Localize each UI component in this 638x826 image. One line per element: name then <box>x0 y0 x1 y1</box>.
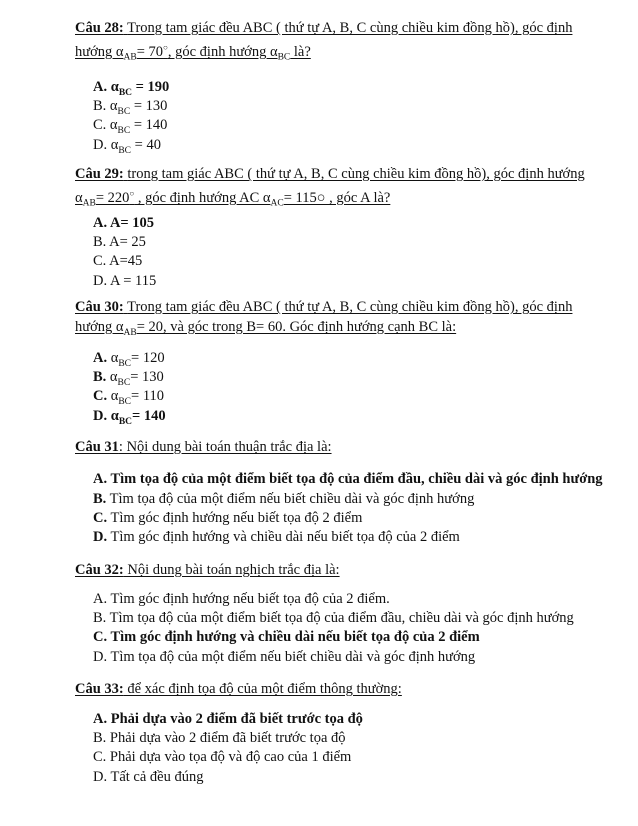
subscript: BC <box>118 358 132 369</box>
question-28-options <box>93 78 633 155</box>
question-32-options <box>93 590 633 667</box>
option-letter: B. <box>93 491 107 507</box>
option-a[interactable] <box>93 469 633 490</box>
option-letter: C. <box>93 629 108 646</box>
option-text: = 130 <box>130 369 164 386</box>
question-30-text: Trong tam giác đều ABC ( thứ tự A, B, C cùng chiều kim đồng hồ), góc định <box>127 299 573 315</box>
question-28-text: Trong tam giác đều ABC ( thứ tự A, B, C cùng chiều kim đồng hồ), góc định <box>127 20 573 36</box>
question-30-options <box>93 349 633 426</box>
option-letter: A. <box>93 79 108 95</box>
option-a[interactable] <box>93 349 633 368</box>
option-text: Tất cả đều đúng <box>110 768 204 785</box>
option-text: α <box>110 407 119 424</box>
option-text: = 140 <box>130 117 168 134</box>
subscript: BC <box>277 52 291 63</box>
option-text: α <box>110 388 119 405</box>
option-a[interactable] <box>93 214 633 233</box>
question-30-stem-line1 <box>75 297 615 317</box>
stem-text: , góc định hướng AC α <box>134 189 271 206</box>
question-28 <box>75 18 615 62</box>
option-text: Tìm tọa độ của một điểm nếu biết chiều dài và góc định hướng <box>109 491 475 507</box>
question-32-text: Nội dung bài toán nghịch trắc địa là: <box>123 562 340 578</box>
option-b[interactable] <box>93 368 633 387</box>
stem-text: = 70 <box>136 43 164 60</box>
option-text: = 120 <box>131 350 165 366</box>
question-31-stem <box>75 437 615 457</box>
option-text: A = 115 <box>109 272 157 289</box>
stem-text: = 115○ , góc A là? <box>283 189 391 206</box>
option-letter: A. <box>93 350 108 366</box>
option-text: Phải dựa vào tọa độ và độ cao của 1 điểm <box>109 749 352 766</box>
option-letter: B. <box>93 369 107 386</box>
option-text: α <box>110 79 119 95</box>
option-a[interactable] <box>93 590 633 609</box>
question-31-text: : Nội dung bài toán thuận trắc địa là: <box>118 439 332 455</box>
option-b[interactable] <box>93 609 633 628</box>
question-29 <box>75 164 615 208</box>
option-a[interactable] <box>93 78 633 97</box>
option-text: Phải dựa vào 2 điểm đã biết trước tọa độ <box>110 711 363 727</box>
option-text: = 140 <box>132 407 166 424</box>
question-29-options <box>93 214 633 291</box>
subscript: BC <box>118 416 133 427</box>
option-text: α <box>109 117 118 134</box>
subscript: BC <box>117 107 131 118</box>
option-d[interactable] <box>93 272 633 291</box>
option-text: Tìm góc định hướng và chiều dài nếu biết tọa độ của 2 điểm <box>110 529 460 546</box>
subscript: BC <box>118 397 132 408</box>
stem-text: = 20, và góc trong B= 60. Góc định hướng cạnh BC là: <box>136 319 457 335</box>
subscript: BC <box>117 126 131 137</box>
question-33-number: Câu 33: <box>75 681 124 697</box>
option-letter: A. <box>93 711 108 727</box>
option-text: α <box>109 98 118 115</box>
option-text: α <box>109 369 118 386</box>
option-text: = 130 <box>130 98 168 115</box>
option-text: Tìm tọa độ của một điểm nếu biết chiều dài và góc định hướng <box>110 648 476 665</box>
option-text: = 40 <box>131 136 161 153</box>
question-29-stem-line1 <box>75 164 615 184</box>
option-letter: D. <box>93 272 108 289</box>
stem-text: , góc định hướng α <box>167 43 278 60</box>
stem-text: hướng α <box>75 43 124 60</box>
option-letter: C. <box>93 749 107 766</box>
option-text: Phải dựa vào 2 điểm đã biết trước tọa độ <box>109 730 346 747</box>
subscript: AB <box>123 52 137 63</box>
question-32 <box>75 560 615 580</box>
option-d[interactable] <box>93 136 633 155</box>
option-text: Tìm tọa độ của một điểm biết tọa độ của điểm đầu, chiều dài và góc định hướng <box>110 471 603 487</box>
option-text: Tìm góc định hướng và chiều dài nếu biết tọa độ của 2 điểm <box>110 629 480 646</box>
option-d[interactable] <box>93 407 633 426</box>
option-text: Tìm tọa độ của một điểm biết tọa độ của điểm đầu, chiều dài và góc định hướng <box>109 610 574 627</box>
option-c[interactable] <box>93 628 633 647</box>
option-letter: B. <box>93 98 107 115</box>
question-28-stem-line2 <box>75 38 615 62</box>
option-letter: C. <box>93 117 107 134</box>
question-29-number: Câu 29: <box>75 166 124 182</box>
degree-symbol: ○ <box>163 43 168 52</box>
subscript: BC <box>118 145 132 156</box>
option-text: Tìm góc định hướng nếu biết tọa độ 2 điểm <box>110 510 363 527</box>
option-text: = 190 <box>132 79 170 95</box>
stem-text: là? <box>290 43 311 60</box>
question-29-text: trong tam giác ABC ( thứ tự A, B, C cùng chiều kim đồng hồ), góc định hướng <box>127 166 585 182</box>
option-letter: D. <box>93 768 108 785</box>
option-c[interactable] <box>93 252 633 271</box>
option-letter: D. <box>93 529 108 546</box>
option-text: A= 25 <box>109 234 146 251</box>
question-32-stem <box>75 560 615 580</box>
option-text: Tìm góc định hướng nếu biết tọa độ của 2 điểm. <box>110 591 390 607</box>
option-letter: C. <box>93 388 108 405</box>
option-letter: A. <box>93 215 108 231</box>
question-33-stem <box>75 679 615 699</box>
question-33-options <box>93 710 633 787</box>
option-b[interactable] <box>93 97 633 116</box>
question-33-text: để xác định tọa độ của một điểm thông thường: <box>123 681 402 697</box>
option-letter: D. <box>93 407 108 424</box>
option-letter: B. <box>93 234 107 251</box>
option-text: = 110 <box>131 388 165 405</box>
subscript: AB <box>82 198 96 209</box>
question-31 <box>75 437 615 457</box>
subscript: AC <box>270 198 284 209</box>
option-text: A= 105 <box>109 215 155 231</box>
option-letter: B. <box>93 610 107 627</box>
question-30 <box>75 297 615 337</box>
option-text: A=45 <box>109 253 143 270</box>
question-31-number: Câu 31 <box>75 439 119 455</box>
option-letter: A. <box>93 471 108 487</box>
option-b[interactable] <box>93 490 633 509</box>
question-32-number: Câu 32: <box>75 562 124 578</box>
question-29-stem-line2 <box>75 184 615 208</box>
option-b[interactable] <box>93 729 633 748</box>
option-c[interactable] <box>93 387 633 406</box>
option-letter: C. <box>93 510 108 527</box>
question-33 <box>75 679 615 699</box>
option-d[interactable] <box>93 528 633 547</box>
subscript: BC <box>118 87 133 98</box>
option-letter: D. <box>93 136 108 153</box>
subscript: AB <box>123 327 137 338</box>
degree-symbol: ○ <box>129 189 135 198</box>
option-letter: B. <box>93 730 107 747</box>
subscript: BC <box>117 378 131 389</box>
option-letter: D. <box>93 648 108 665</box>
option-letter: A. <box>93 591 108 607</box>
question-30-number: Câu 30: <box>75 299 124 315</box>
option-b[interactable] <box>93 233 633 252</box>
stem-text: α <box>75 189 83 206</box>
stem-text: = 220 <box>95 189 130 206</box>
stem-text: hướng α <box>75 319 124 335</box>
option-text: α <box>110 136 119 153</box>
option-letter: C. <box>93 253 107 270</box>
option-d[interactable] <box>93 768 633 787</box>
question-30-stem-line2 <box>75 317 615 337</box>
option-text: α <box>110 350 119 366</box>
question-28-stem-line1 <box>75 18 615 38</box>
question-28-number: Câu 28: <box>75 20 124 36</box>
question-31-options <box>93 469 633 548</box>
option-c[interactable] <box>93 116 633 135</box>
option-c[interactable] <box>93 509 633 528</box>
option-d[interactable] <box>93 648 633 667</box>
option-c[interactable] <box>93 748 633 767</box>
option-a[interactable] <box>93 710 633 729</box>
